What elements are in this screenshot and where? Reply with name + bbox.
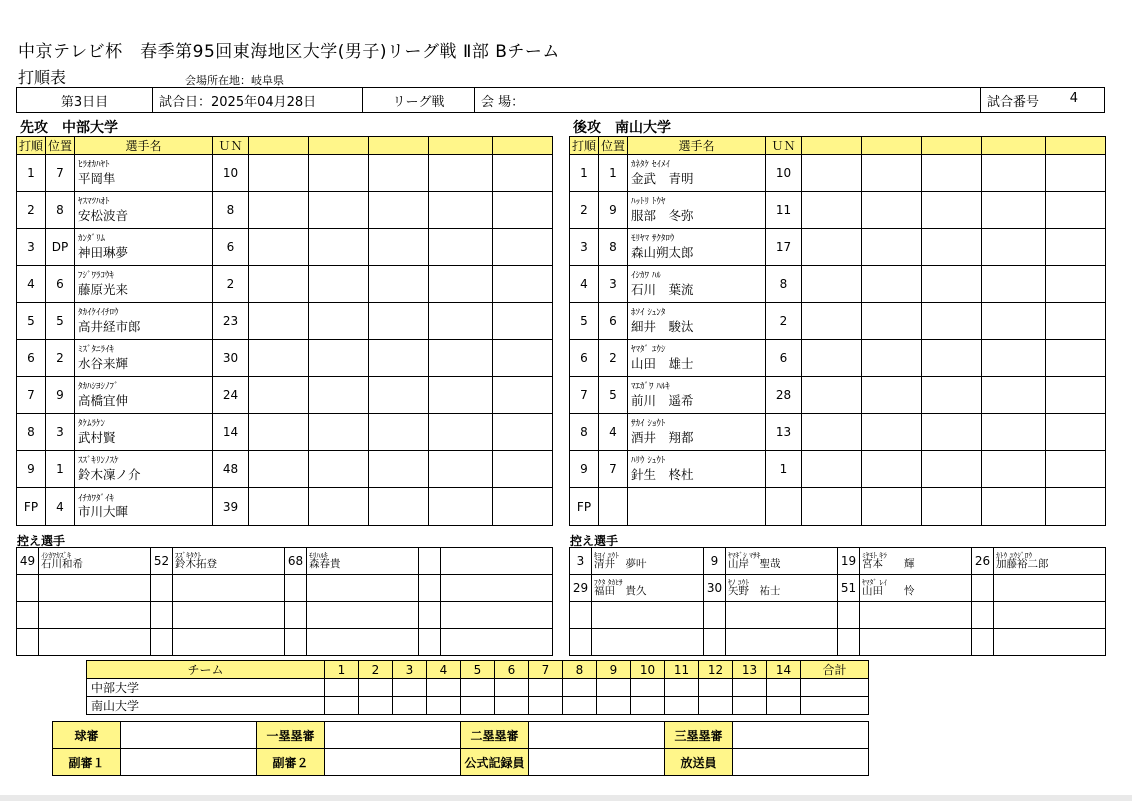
page-bottom-edge <box>0 795 1132 801</box>
table-row <box>53 722 869 749</box>
table-row: FP 4 ｲﾁｶﾜﾀﾞｲｷ 市川大暉 39 <box>17 488 553 526</box>
table-row: 6 2 ﾔﾏﾀﾞ ﾕｳｼ 山田 雄士 6 <box>570 340 1106 377</box>
table-row: 4 6 ﾌｼﾞﾜﾗｺｳｷ 藤原光来 2 <box>17 266 553 303</box>
game-day: 第3日目 <box>17 88 153 113</box>
score-total-header: 合計 <box>801 661 869 679</box>
table-row: 2 9 ﾊｯﾄﾘ ﾄｳﾔ 服部 冬弥 11 <box>570 192 1106 229</box>
table-row: 9 7 ﾊﾘｳ ｼｭｳﾄ 針生 柊杜 1 <box>570 451 1106 488</box>
page-title: 中京テレビ杯 春季第95回東海地区大学(男子)リーグ戦 Ⅱ部 Bチーム <box>18 42 560 62</box>
sub-umpire-2-label: 副審２ <box>257 749 325 776</box>
table-row: 1 1 ｶﾈﾀｹ ｾｲﾒｲ 金武 青明 10 <box>570 155 1106 192</box>
first-base-umpire-label: 一塁塁審 <box>257 722 325 749</box>
venue-location: 会場所在地：岐阜県 <box>185 74 284 87</box>
col-order: 打順 <box>570 137 599 155</box>
game-date: 試合日：2025年04月28日 <box>153 88 363 113</box>
col-position: 位置 <box>46 137 75 155</box>
away-reserves-label: 控え選手 <box>570 534 619 548</box>
page-subtitle: 打順表 <box>18 68 67 87</box>
home-reserves-table <box>16 547 553 656</box>
sub-umpire-1-label: 副審１ <box>53 749 121 776</box>
table-row: 7 9 ﾀｶﾊｼﾖｼﾉﾌﾞ 高橋宜伸 24 <box>17 377 553 414</box>
table-row: 1 7 ﾋﾗｵｶﾊﾔﾄ 平岡隼 10 <box>17 155 553 192</box>
col-un: ＵＮ <box>766 137 802 155</box>
away-team-label: 後攻 南山大学 <box>573 120 671 136</box>
game-venue: 会 場： <box>475 88 981 113</box>
table-row: 5 5 ﾀｶｲｹｲｲﾁﾛｳ 高井経市郎 23 <box>17 303 553 340</box>
third-base-umpire-label: 三塁塁審 <box>665 722 733 749</box>
broadcaster-label: 放送員 <box>665 749 733 776</box>
umpires-table <box>52 721 869 776</box>
col-position: 位置 <box>599 137 628 155</box>
away-reserves-table <box>569 547 1106 656</box>
table-row: 2 8 ﾔｽﾏﾂﾊｵﾄ 安松波音 8 <box>17 192 553 229</box>
table-row: FP <box>570 488 1106 526</box>
official-scorer-label: 公式記録員 <box>461 749 529 776</box>
home-lineup-table <box>16 136 553 526</box>
scoreboard: チーム 1 2 3 4 5 6 7 8 9 10 11 12 13 14 合計 中部大学 南山大学 <box>86 660 869 715</box>
game-number-label: 試合番号 <box>987 94 1040 110</box>
table-row: 4 3 ｲｼｶﾜ ﾊﾙ 石川 葉流 8 <box>570 266 1106 303</box>
col-order: 打順 <box>17 137 46 155</box>
table-row: 南山大学 <box>87 697 869 715</box>
plate-umpire-label: 球審 <box>53 722 121 749</box>
table-row: 3 ｷﾖｲ ﾕｳﾄ 清井 夢叶 9 ﾔﾏｷﾞｼ ﾏｻｷ 山岸 聖哉 19 ﾐﾔﾓﾄ ｷﾗ 宮本 輝 26 ｶﾄｳ ﾕｳｼﾞﾛｳ 加藤裕二郎 <box>570 548 1106 575</box>
col-un: ＵＮ <box>213 137 249 155</box>
table-row <box>53 749 869 776</box>
col-player: 選手名 <box>75 137 213 155</box>
game-number-cell <box>981 88 1105 113</box>
second-base-umpire-label: 二塁塁審 <box>461 722 529 749</box>
table-row: 29 ﾌｸﾀ ﾀｶﾋｻ 福田 貴久 30 ﾔﾉ ﾕｳﾄ 矢野 祐士 51 ﾔﾏﾀﾞ ﾚｲ 山田 怜 <box>570 575 1106 602</box>
table-row: 5 6 ﾎｿｲ ｼｭﾝﾀ 細井 駿汰 2 <box>570 303 1106 340</box>
table-row: 中部大学 <box>87 679 869 697</box>
table-row: 8 4 ｻｶｲ ｼｮｳﾄ 酒井 翔都 13 <box>570 414 1106 451</box>
col-player: 選手名 <box>628 137 766 155</box>
away-lineup-table <box>569 136 1106 526</box>
table-row: 3 DP ｶﾝﾀﾞﾘﾑ 神田琳夢 6 <box>17 229 553 266</box>
table-row: 6 2 ﾐｽﾞﾀﾆﾗｲｷ 水谷来輝 30 <box>17 340 553 377</box>
home-reserves-label: 控え選手 <box>17 534 66 548</box>
game-type: リーグ戦 <box>363 88 475 113</box>
home-team-label: 先攻 中部大学 <box>20 120 118 136</box>
table-row: 7 5 ﾏｴｶﾞﾜ ﾊﾙｷ 前川 遥希 28 <box>570 377 1106 414</box>
game-number: 4 <box>1069 90 1078 106</box>
table-row: 49 ｲｼｶﾜｶｽﾞｷ 石川和希 52 ｽｽﾞｷﾀｸﾄ 鈴木拓登 68 ﾓﾘﾊﾙｷ 森春貴 <box>17 548 553 575</box>
table-row: 8 3 ﾀｹﾑﾗｹﾝ 武村賢 14 <box>17 414 553 451</box>
game-info-bar <box>16 87 1105 113</box>
table-row: 3 8 ﾓﾘﾔﾏ ｻｸﾀﾛｳ 森山朔太郎 17 <box>570 229 1106 266</box>
score-team-header: チーム <box>87 661 325 679</box>
table-row: 9 1 ｽｽﾞｷﾘﾝﾉｽｹ 鈴木凜ノ介 48 <box>17 451 553 488</box>
